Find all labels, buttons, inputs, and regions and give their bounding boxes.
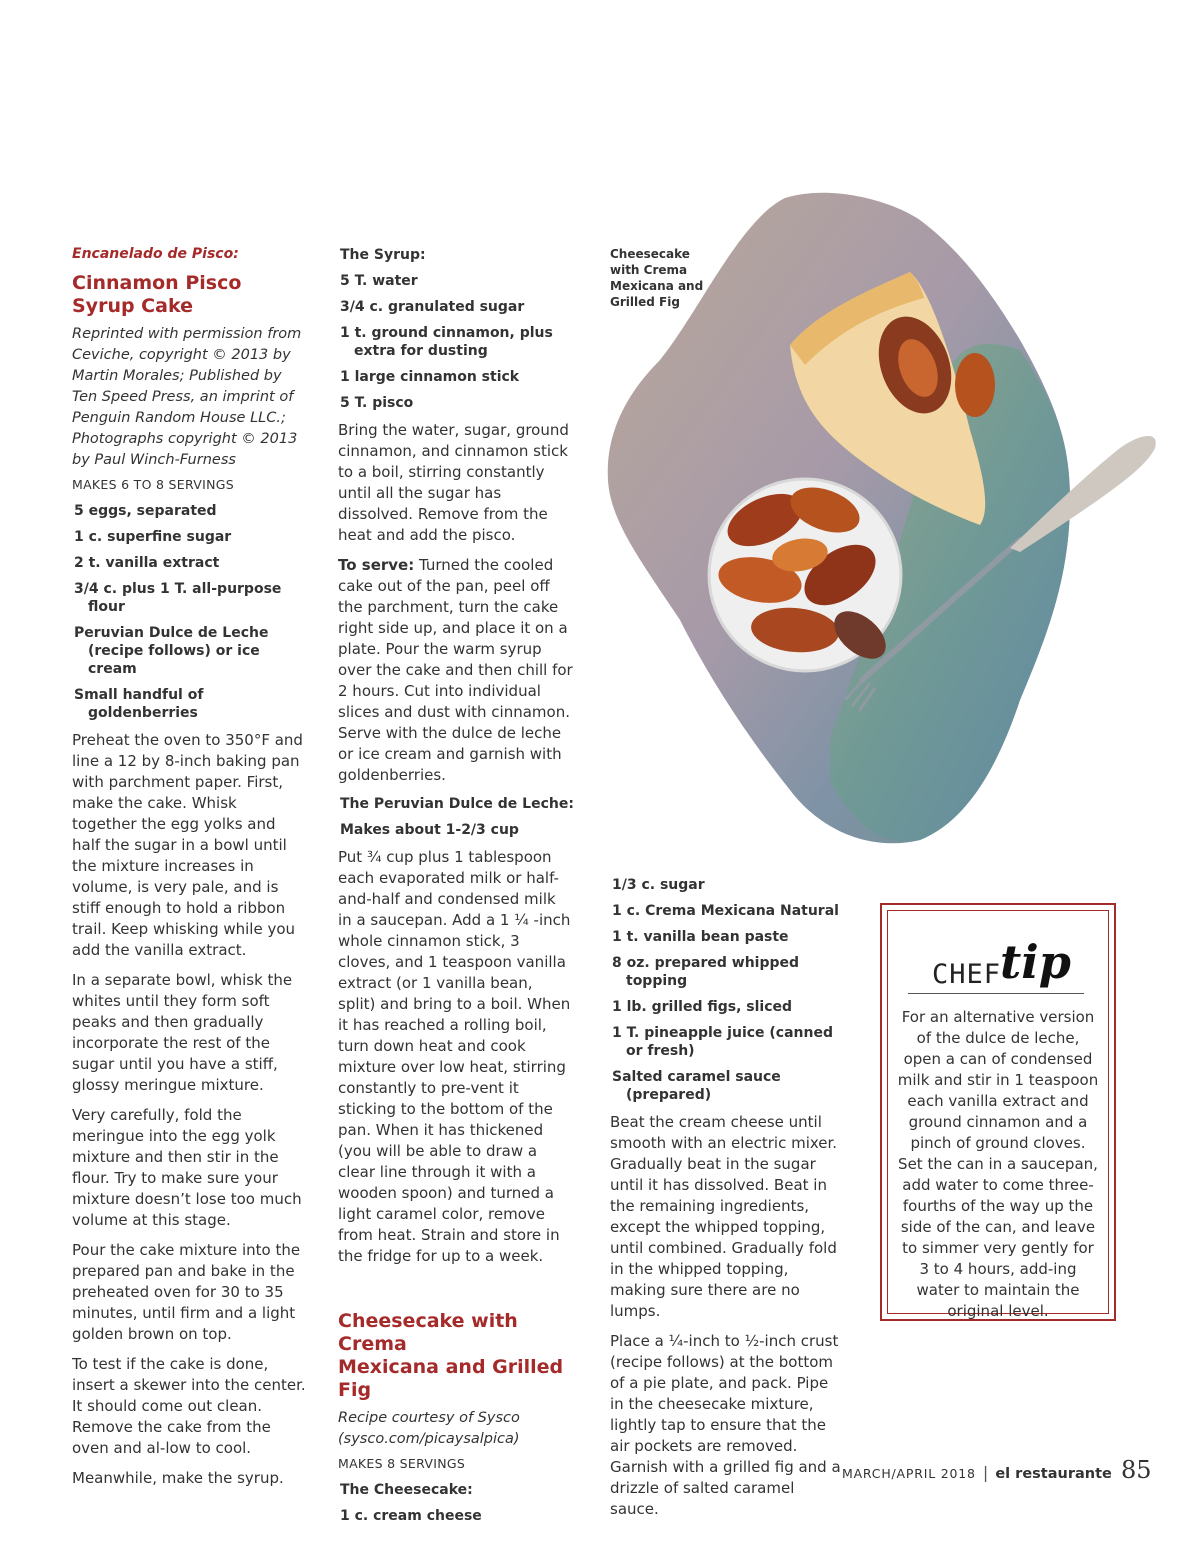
cheesecake-servings: MAKES 8 SERVINGS — [338, 1456, 466, 1471]
recipe-credit: Reprinted with permission from Ceviche, copyright © 2013 by Martin Morales; Published by Ten Speed Press, an imprint of Penguin Random House LLC.; Photographs copyright © 2013 by Paul Winch-Furness — [72, 326, 302, 468]
column-syrup-and-dulce — [338, 246, 574, 1533]
chef-tip-box — [880, 903, 1116, 1321]
dulce-heading: The Peruvian Dulce de Leche: — [340, 796, 574, 812]
serve-text: Turned the cooled cake out of the pan, peel off the parchment, turn the cake right side up, and place it on a plate. Pour the warm syrup over the cake and then chill for 2 hours. Cut into individual slices and dust with cinnamon. Serve with the dulce de leche or ice cream and garnish with goldenberries. — [338, 556, 573, 784]
ingredient-item: 1 T. pineapple juice (canned or fresh) — [612, 1025, 833, 1059]
ingredient-item: Small handful of goldenberries — [74, 687, 204, 721]
page-number: 85 — [1120, 1456, 1152, 1484]
recipe-title-line1: Cinnamon Pisco — [72, 272, 242, 294]
ingredient-item: Peruvian Dulce de Leche (recipe follows) or ice cream — [74, 625, 269, 677]
method-paragraph: Meanwhile, make the syrup. — [72, 1469, 284, 1487]
column-cinnamon-cake — [72, 246, 306, 1498]
cheesecake-title-line2: Mexicana and Grilled Fig — [338, 1356, 564, 1401]
cheesecake-credit: Recipe courtesy of Sysco (sysco.com/picaysalpica) — [338, 1410, 520, 1447]
cheesecake-title — [338, 1310, 574, 1402]
recipe-eyebrow: Encanelado de Pisco: — [72, 246, 239, 262]
chef-tip-heading — [908, 933, 1084, 994]
syrup-method: Bring the water, sugar, ground cinnamon, and cinnamon stick to a boil, stirring constantly until all the sugar has dissolved. Remove from the heat and add the pisco. — [338, 421, 569, 544]
ingredient-item: 1 t. ground cinnamon, plus extra for dusting — [340, 325, 553, 359]
serve-lead: To serve: — [338, 556, 415, 574]
serve-paragraph — [338, 555, 574, 786]
ingredient-item: 1 large cinnamon stick — [340, 369, 520, 385]
recipe-title — [72, 272, 306, 318]
method-paragraph: Place a ¼-inch to ½-inch crust (recipe follows) at the bottom of a pie plate, and pack. Pipe in the cheesecake mixture, lightly tap to ensure that the air pockets are removed. Garnish with a grilled fig and a drizzle of salted caramel sauce. — [610, 1332, 841, 1518]
issue-date: MARCH/APRIL 2018 — [842, 1466, 976, 1481]
ingredient-item: 1/3 c. sugar — [612, 877, 705, 893]
chef-tip-chef-word: CHEF — [932, 959, 1002, 990]
page-footer — [842, 1456, 1152, 1484]
ingredient-item: 2 t. vanilla extract — [74, 555, 220, 571]
caramel-drizzle — [955, 353, 995, 417]
ingredient-item: 1 c. Crema Mexicana Natural — [612, 903, 839, 919]
method-paragraph: Beat the cream cheese until smooth with an electric mixer. Gradually beat in the sugar until it has dissolved. Beat in the remaining ingredients, except the whipped topping, until combined. Gradually fold in the whipped topping, making sure there are no lumps. — [610, 1113, 838, 1320]
syrup-heading: The Syrup: — [340, 247, 426, 263]
cheesecake-title-line1: Cheesecake with Crema — [338, 1310, 518, 1355]
ingredient-item: 1 c. superfine sugar — [74, 529, 232, 545]
ingredient-item: 3/4 c. plus 1 T. all-purpose flour — [74, 581, 282, 615]
servings-label: MAKES 6 TO 8 SERVINGS — [72, 477, 234, 492]
ingredient-item: 1 lb. grilled figs, sliced — [612, 999, 793, 1015]
ingredient-list — [72, 502, 306, 722]
chef-tip-tip-word: tip — [1000, 935, 1071, 989]
method-paragraph: To test if the cake is done, insert a skewer into the center. It should come out clean. Remove the cake from the oven and al-low to cool. — [72, 1355, 306, 1457]
footer-separator: | — [982, 1463, 989, 1482]
dulce-makes: Makes about 1-2/3 cup — [340, 822, 519, 838]
cheesecake-heading: The Cheesecake: — [340, 1482, 473, 1498]
ingredient-item: 1 c. cream cheese — [340, 1508, 482, 1524]
magazine-name: el restaurante — [995, 1466, 1112, 1482]
ingredient-item: 5 T. pisco — [340, 395, 414, 411]
ingredient-item: 5 eggs, separated — [74, 503, 217, 519]
ingredient-item: 1 t. vanilla bean paste — [612, 929, 789, 945]
dulce-method: Put ¾ cup plus 1 tablespoon each evaporated milk or half-and-half and condensed milk in a saucepan. Add a 1 ¼ -inch whole cinnamon stick, 3 cloves, and 1 teaspoon vanilla extract (or 1 vanilla bean, split) and bring to a boil. When it has reached a rolling boil, turn down heat and cook mixture over low heat, stirring constantly to pre-vent it sticking to the bottom of the pan. When it has thickened (you will be able to draw a clear line through it with a wooden spoon) and turned a light caramel color, remove from heat. Strain and store in the fridge for up to a week. — [338, 848, 571, 1265]
column-cheesecake — [610, 876, 846, 1529]
method-paragraph: In a separate bowl, whisk the whites until they form soft peaks and then gradually incorporate the rest of the sugar until you have a stiff, glossy meringue mixture. — [72, 971, 293, 1094]
ingredient-item: 5 T. water — [340, 273, 418, 289]
recipe-title-line2: Syrup Cake — [72, 295, 193, 317]
ingredient-item: 3/4 c. granulated sugar — [340, 299, 525, 315]
ingredient-item: 8 oz. prepared whipped topping — [612, 955, 800, 989]
method-paragraph: Very carefully, fold the meringue into the egg yolk mixture and then stir in the flour. Try to make sure your mixture doesn’t lose too much volume at this stage. — [72, 1106, 302, 1229]
ingredient-item: Salted caramel sauce (prepared) — [612, 1069, 781, 1103]
method-paragraph: Preheat the oven to 350°F and line a 12 by 8-inch baking pan with parchment paper. First, make the cake. Whisk together the egg yolks and half the sugar in a bowl until the mixture increases in volume, is very pale, and is stiff enough to hold a ribbon trail. Keep whisking while you add the vanilla extract. — [72, 731, 303, 959]
chef-tip-text: For an alternative version of the dulce de leche, open a can of condensed milk and stir in 1 teaspoon each vanilla extract and ground cinnamon and a pinch of ground cloves. Set the can in a saucepan, add water to come three-fourths of the way up the side of the can, and leave to simmer very gently for 3 to 4 hours, add-ing water to maintain the original level. — [897, 1008, 1099, 1320]
photo-caption: Cheesecake with Crema Mexicana and Grilled Fig — [610, 247, 704, 309]
method-paragraph: Pour the cake mixture into the prepared pan and bake in the preheated oven for 30 to 35 minutes, until firm and a light golden brown on top. — [72, 1241, 301, 1343]
